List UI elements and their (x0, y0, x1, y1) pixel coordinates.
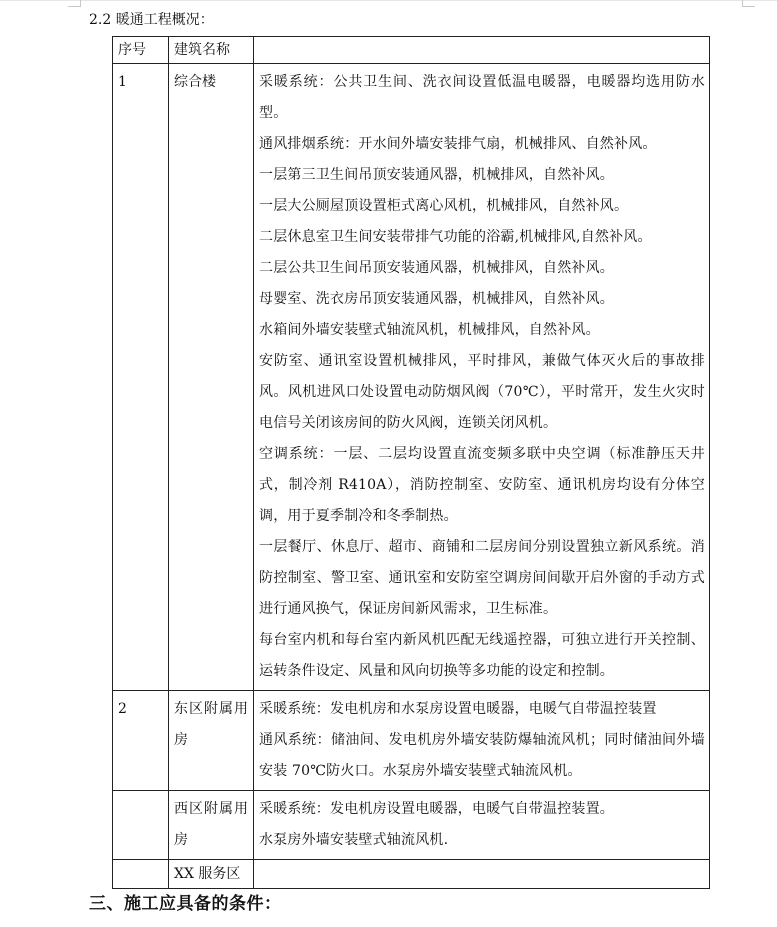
desc-paragraph: 水泵房外墙安装壁式轴流风机. (259, 832, 449, 848)
desc-paragraph: 二层公共卫生间吊顶安装通风器，机械排风，自然补风。 (259, 260, 614, 276)
hvac-overview-table (112, 36, 710, 889)
row-index: 1 (113, 64, 169, 691)
section-heading: 2.2 暖通工程概况： (89, 12, 214, 28)
row-description (254, 691, 710, 791)
desc-paragraph: 采暖系统：发电机房设置电暖器，电暖气自带温控装置。 (259, 801, 614, 817)
desc-paragraph: 每台室内机和每台室内新风机匹配无线遥控器，可独立进行开关控制、运转条件设定、风量和风向切换等多功能的设定和控制。 (259, 632, 705, 679)
table-row-3 (113, 791, 710, 860)
page-corner-mark-left (68, 0, 81, 7)
desc-paragraph: 安防室、通讯室设置机械排风，平时排风，兼做气体灭火后的事故排风。风机进风口处设置电动防烟风阀（70℃），平时常开，发生火灾时电信号关闭该房间的防火风阀，连锁关闭风机。 (259, 353, 705, 431)
page-top-rule (0, 0, 777, 1)
desc-paragraph: 一层餐厅、休息厅、超市、商铺和二层房间分别设置独立新风系统。消防控制室、警卫室、通讯室和安防室空调房间间歇开启外窗的手动方式进行通风换气，保证房间新风需求，卫生标准。 (259, 539, 705, 617)
desc-paragraph: 水箱间外墙安装壁式轴流风机，机械排风，自然补风。 (259, 322, 600, 338)
desc-paragraph: 母婴室、洗衣房吊顶安装通风器，机械排风，自然补风。 (259, 291, 614, 307)
row-index: 2 (113, 691, 169, 791)
next-section-heading: 三、施工应具备的条件： (89, 894, 282, 914)
desc-paragraph: 采暖系统：发电机房和水泵房设置电暖器，电暖气自带温控装置 (259, 701, 657, 717)
desc-paragraph: 空调系统：一层、二层均设置直流变频多联中央空调（标准静压天井式，制冷剂 R410A），消防控制室、安防室、通讯机房均设有分体空调，用于夏季制冷和冬季制热。 (259, 446, 705, 524)
row-building-name: XX 服务区 (169, 860, 254, 889)
table-row-1 (113, 64, 710, 691)
row-description (254, 791, 710, 860)
desc-paragraph: 采暖系统：公共卫生间、洗衣间设置低温电暖器，电暖器均选用防水型。 (259, 74, 705, 121)
desc-paragraph: 通风排烟系统：开水间外墙安装排气扇，机械排风、自然补风。 (259, 136, 657, 152)
table-header-row (113, 37, 710, 64)
row-building-name: 综合楼 (169, 64, 254, 691)
page-corner-mark-right (742, 0, 755, 7)
row-index (113, 860, 169, 889)
table-row-4 (113, 860, 710, 889)
row-index (113, 791, 169, 860)
row-building-name: 东区附属用房 (169, 691, 254, 791)
desc-paragraph: 通风系统：储油间、发电机房外墙安装防爆轴流风机；同时储油间外墙安装 70℃防火口。水泵房外墙安装壁式轴流风机。 (259, 732, 705, 779)
desc-paragraph: 一层第三卫生间吊顶安装通风器，机械排风，自然补风。 (259, 167, 614, 183)
row-description (254, 860, 710, 889)
row-description (254, 64, 710, 691)
desc-paragraph: 二层休息室卫生间安装带排气功能的浴霸,机械排风,自然补风。 (259, 229, 652, 245)
header-building-name: 建筑名称 (169, 37, 254, 64)
header-description (254, 37, 710, 64)
table-row-2 (113, 691, 710, 791)
row-building-name: 西区附属用房 (169, 791, 254, 860)
desc-paragraph: 一层大公厕屋顶设置柜式离心风机，机械排风，自然补风。 (259, 198, 629, 214)
header-index: 序号 (113, 37, 169, 64)
